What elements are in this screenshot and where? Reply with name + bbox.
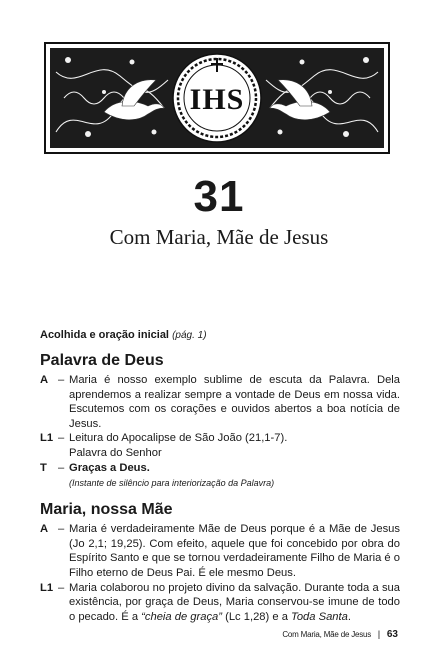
- acolhida-line: [40, 328, 400, 343]
- ihs-ornament-banner: [44, 42, 390, 154]
- line-text: [69, 581, 400, 625]
- dialogue-line: [40, 431, 400, 460]
- dialogue-line: [40, 373, 400, 431]
- dialogue-line: [40, 522, 400, 580]
- chapter-number: 31: [193, 172, 245, 221]
- page-number: 63: [386, 629, 398, 640]
- footer-separator: |: [377, 629, 381, 640]
- dash: –: [58, 374, 65, 386]
- quote-text: “cheia de graça”: [141, 610, 222, 623]
- dialogue-line: [40, 581, 400, 625]
- section-title-palavra: Palavra de Deus: [40, 352, 164, 369]
- line-text-a: Maria colaborou no projeto divino da salvação. Durante toda a sua existência, por graça de Deus, Maria conservou-se imune de todo o pecado. É a: [69, 581, 400, 623]
- chapter-title: Com Maria, Mãe de Jesus: [109, 225, 329, 249]
- reading-closing: Palavra do Senhor: [69, 446, 162, 459]
- acolhida-label: Acolhida e oração inicial: [40, 329, 169, 341]
- line-text-b: (Lc 1,28) e a: [222, 610, 292, 623]
- ihs-monogram: IHS: [189, 83, 245, 116]
- speaker-label: L1: [40, 581, 54, 594]
- acolhida-ref: (pág. 1): [172, 330, 207, 341]
- dash: –: [58, 581, 65, 594]
- holy-title: Toda Santa: [291, 610, 348, 623]
- line-text-c: .: [347, 610, 351, 623]
- speaker-label: L1: [40, 432, 54, 445]
- line-text: Maria é verdadeiramente Mãe de Deus porque é a Mãe de Jesus (Jo 2,1; 19,25). Com efeito, aquele que foi concebido por obra do Espírito Santo e que se tornou verdadeiramente Filho de Maria é o Filho eterno de Deus Pai. É ele mesmo Deus.: [69, 523, 400, 579]
- running-title: Com Maria, Mãe de Jesus: [282, 630, 372, 639]
- dash: –: [58, 523, 65, 536]
- page-body: [40, 328, 400, 624]
- speaker-label: T: [40, 461, 47, 474]
- speaker-label: A: [40, 374, 49, 386]
- line-text: Graças a Deus.: [69, 461, 150, 474]
- line-text: [69, 431, 400, 460]
- dialogue-line: [40, 461, 400, 476]
- line-text: Maria é nosso exemplo sublime de escuta da Palavra. Dela aprendemos a realizar sempre a vontade de Deus em nossa vida. Escutemos com os corações e ouvidos abertos a boa notícia de Jesus.: [69, 374, 400, 430]
- section-title-maria: Maria, nossa Mãe: [40, 501, 173, 519]
- reading-citation: Leitura do Apocalipse de São João (21,1-7).: [69, 432, 288, 445]
- silence-note: (Instante de silêncio para interiorização da Palavra): [69, 478, 275, 489]
- speaker-label: A: [40, 523, 49, 536]
- dash: –: [58, 461, 65, 474]
- dash: –: [58, 432, 65, 445]
- page-footer: [282, 629, 398, 641]
